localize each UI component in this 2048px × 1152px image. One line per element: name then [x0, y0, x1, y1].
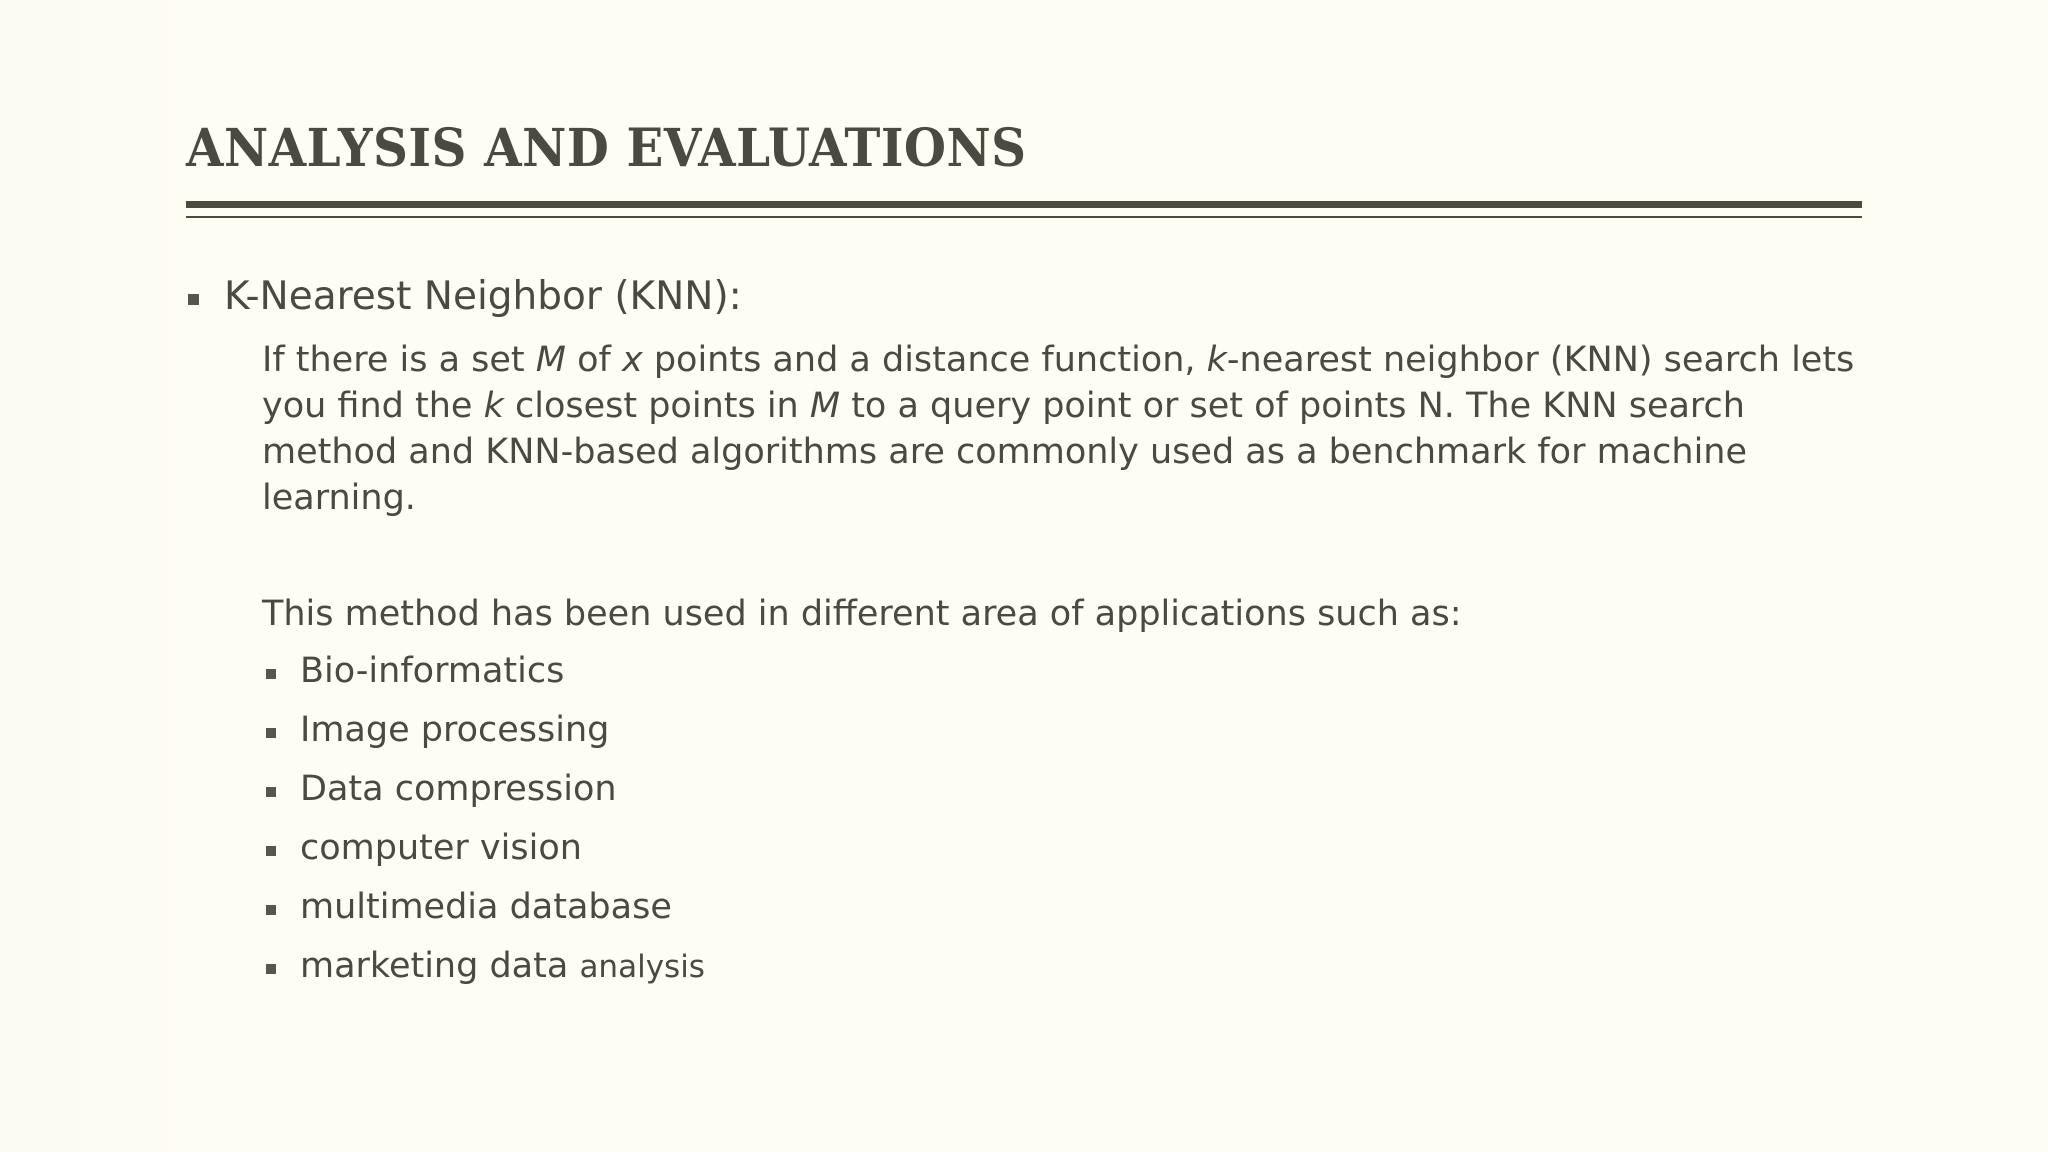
slide-title: ANALYSIS AND EVALUATIONS	[186, 118, 1027, 179]
bullet-marker	[266, 905, 276, 915]
title-rule-thick	[186, 201, 1862, 208]
applications-intro: This method has been used in different area of applications such as:	[262, 594, 1462, 634]
definition-line-1: If there is a set M of x points and a distance function, k-nearest neighbor (KNN) search lets	[262, 340, 1855, 380]
knn-heading: K-Nearest Neighbor (KNN):	[224, 274, 742, 319]
bullet-marker	[266, 787, 276, 797]
application-item: marketing data analysis	[300, 946, 705, 986]
application-item: computer vision	[300, 828, 582, 868]
application-item: Bio-informatics	[300, 651, 565, 691]
bullet-marker	[266, 728, 276, 738]
application-item: multimedia database	[300, 887, 672, 927]
bullet-marker	[266, 964, 276, 974]
definition-line-3: method and KNN-based algorithms are commonly used as a benchmark for machine	[262, 432, 1748, 472]
bullet-marker	[188, 294, 199, 305]
definition-line-4: learning.	[262, 478, 416, 518]
definition-line-2: you find the k closest points in M to a query point or set of points N. The KNN search	[262, 386, 1745, 426]
bullet-marker	[266, 846, 276, 856]
bullet-marker	[266, 669, 276, 679]
title-rule-thin	[186, 216, 1862, 218]
application-item: Image processing	[300, 710, 610, 750]
knn-definition	[262, 337, 1882, 521]
application-item: Data compression	[300, 769, 617, 809]
